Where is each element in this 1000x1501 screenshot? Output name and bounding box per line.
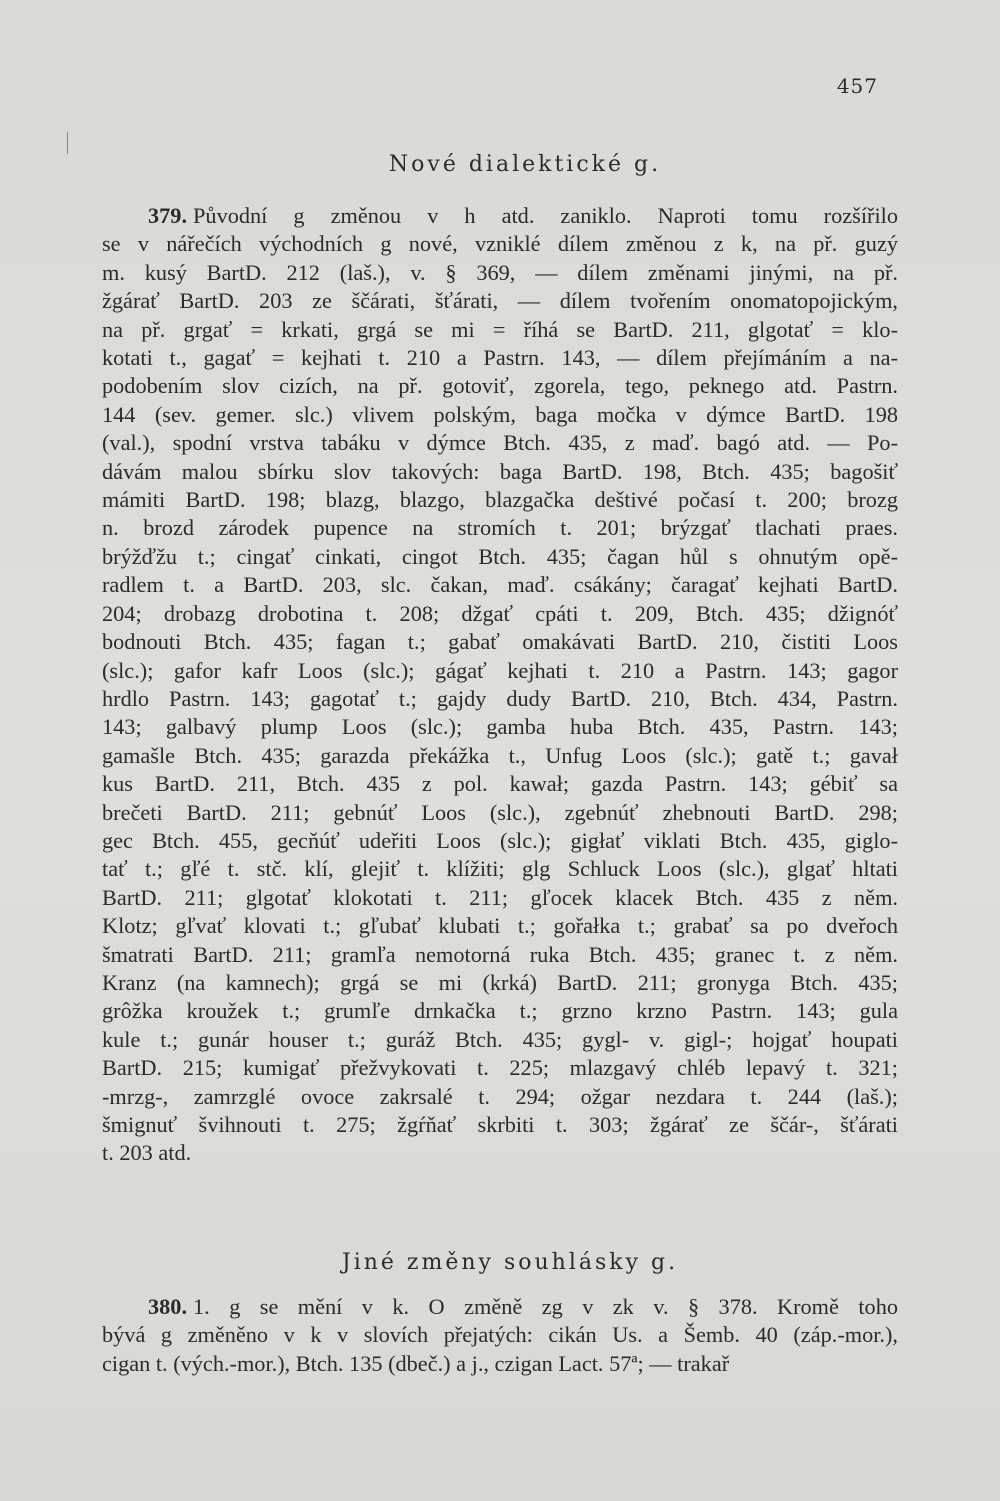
text-line-content: (val.), spodní vrstva tabáku v dýmce Btch. 435, z maď. bagó atd. — Po- [102, 430, 898, 456]
text-line [102, 799, 898, 827]
text-line-content: (slc.); gafor kafr Loos (slc.); gágať kejhati t. 210 a Pastrn. 143; gagor [102, 657, 898, 683]
text-line [102, 657, 898, 685]
paragraph-number: 379. [148, 203, 188, 228]
text-line-content: mámiti BartD. 198; blazg, blazgo, blazgačka deštivé počasí t. 200; brozg [102, 487, 898, 513]
text-line-content: n. brozd zárodek pupence na stromích t. 201; brýzgať tlachati praes. [102, 515, 898, 541]
text-line-content: brýžďžu t.; cingať cinkati, cingot Btch. 435; čagan hůl s ohnutým opě- [102, 543, 898, 569]
paragraph-379 [102, 202, 898, 1168]
text-line-content: dávám malou sbírku slov takových: baga BartD. 198, Btch. 435; bagošiť [102, 458, 898, 484]
text-line [102, 543, 898, 571]
text-line-content: Kranz (na kamnech); grgá se mi (krká) BartD. 211; gronyga Btch. 435; [102, 969, 898, 995]
text-line-content: -mrzg-, zamrzglé ovoce zakrsalé t. 294; ožgar nezdara t. 244 (laš.); [102, 1083, 898, 1109]
text-line [102, 827, 898, 855]
text-line-content: 204; drobazg drobotina t. 208; džgať cpáti t. 209, Btch. 435; džignóť [102, 600, 898, 626]
text-line-content: gec Btch. 455, gecňúť udeřiti Loos (slc.); gigłať viklati Btch. 435, giglo- [102, 827, 898, 853]
text-line-content: 1. g se mění v k. O změně zg v zk v. § 378. Kromě toho [193, 1294, 898, 1319]
text-line [102, 628, 898, 656]
text-line-content: Původní g změnou v h atd. zaniklo. Naproti tomu rozšířilo [193, 203, 898, 228]
text-line-content: šmignuť švihnouti t. 275; žgŕňať skrbiti t. 303; žgárať ze ščár-, šťárati [102, 1112, 898, 1137]
text-line-content: kus BartD. 211, Btch. 435 z pol. kawał; gazda Pastrn. 143; gébiť sa [102, 771, 898, 797]
section-heading-other-changes: Jiné změny souhlásky g. [341, 1250, 679, 1275]
text-line-content: bývá g změněno v k v slovích přejatých: cikán Us. a Šemb. 40 (záp.-mor.), [102, 1322, 898, 1348]
text-line [102, 1293, 898, 1321]
text-line [102, 685, 898, 713]
text-line-content: radlem t. a BartD. 203, slc. čakan, maď. csákány; čaragať kejhati BartD. [102, 572, 898, 598]
text-line-content: na př. grgať = krkati, grgá se mi = říhá se BartD. 211, glgotať = klo- [102, 316, 898, 342]
text-line-content: t. 203 atd. [102, 1140, 192, 1166]
text-line [102, 600, 898, 628]
page-number: 457 [836, 74, 878, 98]
text-line [102, 514, 898, 542]
text-line-content: kotati t., gagať = kejhati t. 210 a Pastrn. 143, — dílem přejímáním a na- [102, 345, 898, 371]
text-line [102, 401, 898, 429]
text-line [102, 969, 898, 997]
text-line [102, 259, 898, 287]
text-line-content: 144 (sev. gemer. slc.) vlivem polským, baga močka v dýmce BartD. 198 [102, 401, 898, 427]
text-line [102, 742, 898, 770]
text-line [102, 1350, 898, 1378]
text-line [102, 770, 898, 798]
text-line [102, 997, 898, 1025]
text-line-content: m. kusý BartD. 212 (laš.), v. § 369, — dílem změnami jinými, na př. [102, 259, 898, 285]
text-line [102, 855, 898, 883]
text-line-content: BartD. 211; glgotať klokotati t. 211; gľocek klacek Btch. 435 z něm. [102, 884, 898, 910]
text-line [102, 713, 898, 741]
text-line-content: tať t.; gľé t. stč. klí, glejiť t. klížiti; glg Schluck Loos (slc.), glgať hltati [102, 856, 898, 882]
text-line [102, 912, 898, 940]
text-line [102, 571, 898, 599]
text-line [102, 230, 898, 258]
paragraph-number: 380. [148, 1294, 188, 1319]
text-line [102, 884, 898, 912]
text-line [102, 202, 898, 230]
text-line-content: 143; galbavý plump Loos (slc.); gamba huba Btch. 435, Pastrn. 143; [102, 714, 898, 740]
text-line-content: BartD. 215; kumigať přežvykovati t. 225; mlazgavý chléb lepavý t. 321; [102, 1055, 898, 1081]
text-line-content: cigan t. (vých.-mor.), Btch. 135 (dbeč.) a j., czigan Lact. 57ª; — trakař [102, 1350, 730, 1376]
text-line-content: gamašle Btch. 435; garazda překážka t., Unfug Loos (slc.); gatě t.; gavał [102, 742, 898, 768]
text-line-content: hrdlo Pastrn. 143; gagotať t.; gajdy dudy BartD. 210, Btch. 434, Pastrn. [102, 685, 898, 711]
text-line-content: grôžka kroužek t.; grumľe drnkačka t.; grzno krzno Pastrn. 143; gula [102, 998, 898, 1024]
text-line-content: Klotz; gľvať klovati t.; gľubať klubati t.; gořałka t.; grabať sa po dveřoch [102, 913, 898, 939]
text-line-content: kule t.; gunár houser t.; guráž Btch. 435; gygl- v. gigl-; hojgať houpati [102, 1026, 898, 1052]
text-line-content: žgárať BartD. 203 ze ščárati, šťárati, — dílem tvořením onomatopojickým, [102, 288, 898, 314]
text-line [102, 1083, 898, 1111]
text-line [102, 1321, 898, 1349]
text-line-content: šmatrati BartD. 211; gramľa nemotorná ruka Btch. 435; granec t. z něm. [102, 941, 898, 967]
text-line [102, 316, 898, 344]
text-line [102, 458, 898, 486]
page-edge-mark [67, 132, 68, 154]
text-line-content: bodnouti Btch. 435; fagan t.; gabať omakávati BartD. 210, čistiti Loos [102, 629, 898, 655]
text-line-content: podobením slov cizích, na př. gotoviť, zgorela, tego, peknego atd. Pastrn. [102, 373, 898, 399]
text-line [102, 287, 898, 315]
text-line-content: se v nářečích východních g nové, vzniklé dílem změnou z k, na př. guzý [102, 231, 898, 257]
text-line [102, 486, 898, 514]
text-line [102, 344, 898, 372]
text-line [102, 1054, 898, 1082]
text-line [102, 1111, 898, 1139]
text-line [102, 429, 898, 457]
text-line [102, 941, 898, 969]
text-line [102, 1026, 898, 1054]
text-line [102, 1139, 898, 1167]
text-line [102, 372, 898, 400]
paragraph-380 [102, 1293, 898, 1378]
text-line-content: brečeti BartD. 211; gebnúť Loos (slc.), zgebnúť zhebnouti BartD. 298; [102, 799, 898, 825]
section-heading-dialectal-g: Nové dialektické g. [388, 152, 662, 177]
